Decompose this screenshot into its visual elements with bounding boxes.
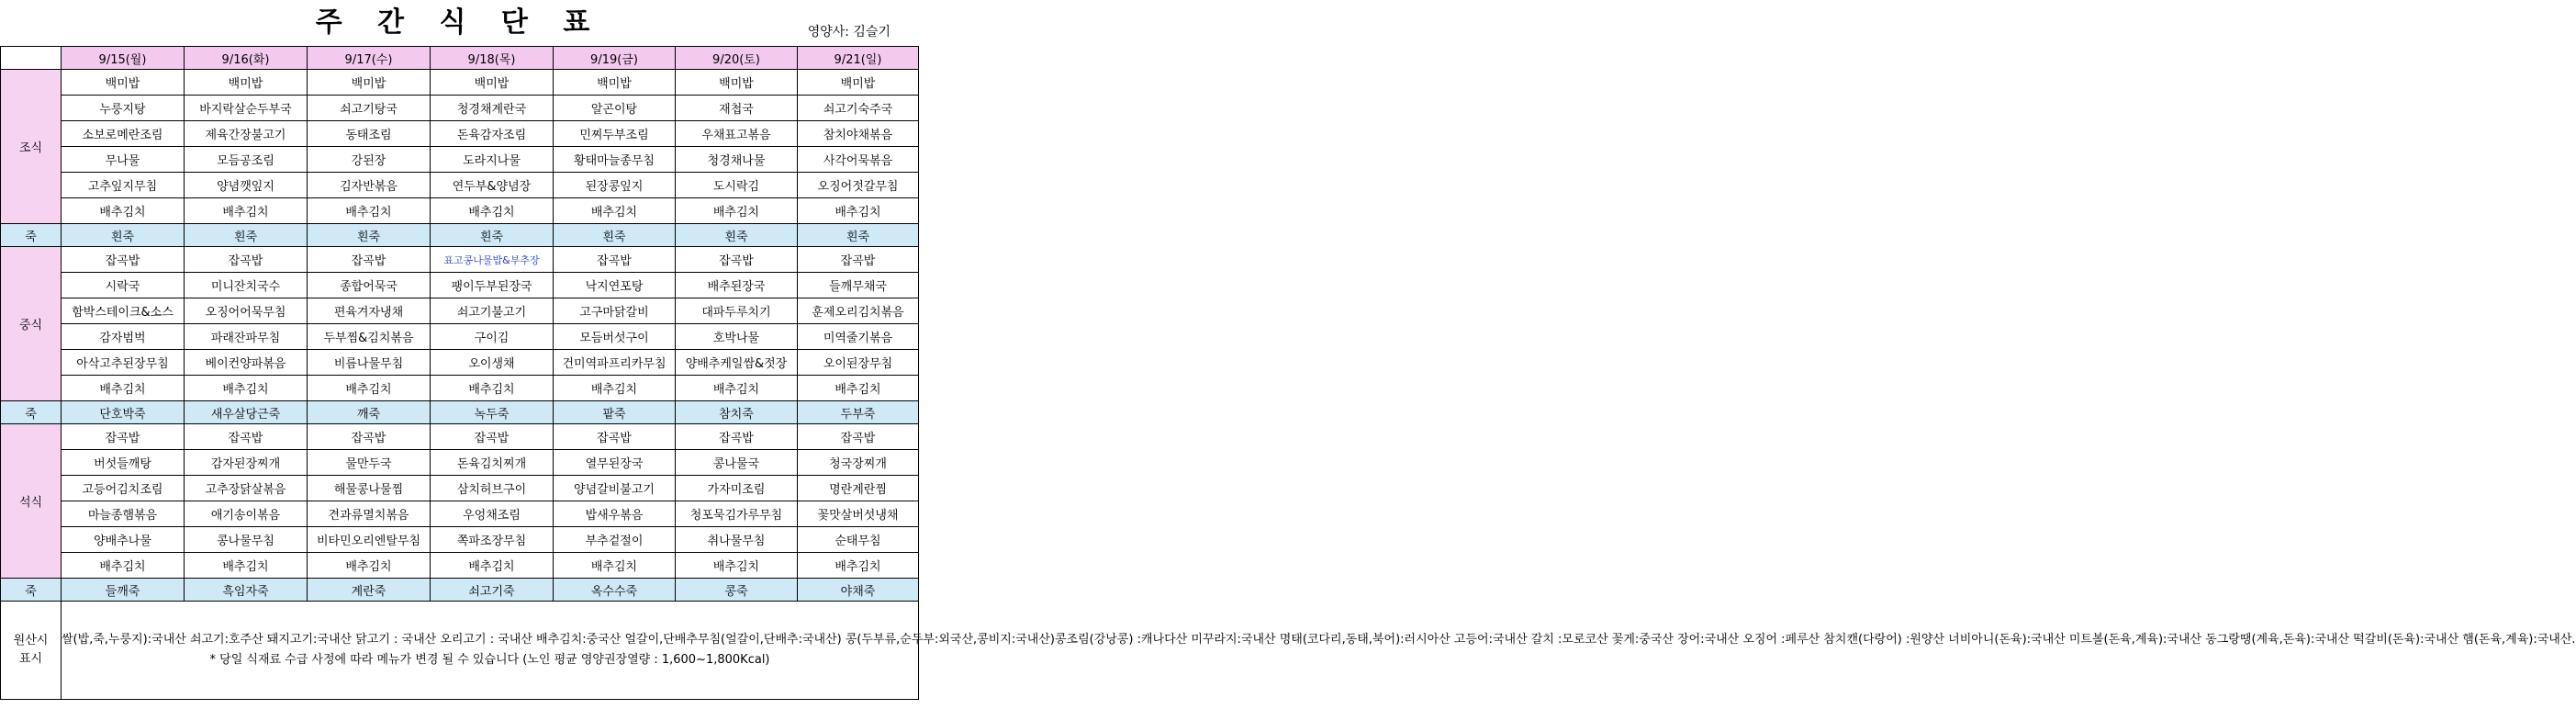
menu-item: 잡곡밥 bbox=[185, 424, 308, 450]
porridge-item: 흰죽 bbox=[431, 224, 554, 247]
menu-item: 잡곡밥 bbox=[798, 247, 919, 273]
menu-item: 소보로메란조림 bbox=[62, 121, 185, 147]
menu-item: 배추된장국 bbox=[676, 273, 798, 298]
menu-item: 우엉채조림 bbox=[431, 501, 554, 527]
menu-item: 민찌두부조림 bbox=[554, 121, 676, 147]
menu-item: 오이된장무침 bbox=[798, 350, 919, 376]
menu-item: 무나물 bbox=[62, 147, 185, 173]
menu-item: 감자된장찌개 bbox=[185, 450, 308, 476]
origin-text: 쌀(밥,죽,누룽지):국내산 쇠고기:호주산 돼지고기:국내산 닭고기 : 국내산 오리고기 : 국내산 배추김치:중국산 얼갈이,단배추무침(얼갈이,단배추:국내산) 콩(두부류,순두부:외국산,콩비지:국내산)콩조림(강낭콩) :캐나다산 미꾸라지:국내산 명태(코다리,동태,북어):러시아산 고등어:국내산 갈치 :모로코산 꽃게:중국산 장어:국내산 오징어 :페루산 참치캔(다랑어) :원양산 너비아니(돈육):국내산 미트볼(돈육,계육):국내산 동그랑땡(계육,돈육):국내산 떡갈비(돈육):국내산 햄(돈육,계육):국내산. bbox=[62, 633, 2576, 647]
menu-item: 백미밥 bbox=[308, 70, 431, 96]
porridge-item: 옥수수죽 bbox=[554, 579, 676, 602]
meal-row bbox=[1, 553, 919, 579]
meal-row bbox=[1, 121, 919, 147]
menu-item: 모듬버섯구이 bbox=[554, 324, 676, 350]
menu-item: 꽃맛살버섯냉채 bbox=[798, 501, 919, 527]
meal-row bbox=[1, 476, 919, 501]
menu-item: 잡곡밥 bbox=[308, 247, 431, 273]
porridge-item: 깨죽 bbox=[308, 401, 431, 424]
menu-item: 백미밥 bbox=[185, 70, 308, 96]
porridge-label: 죽 bbox=[1, 401, 62, 424]
menu-item: 백미밥 bbox=[798, 70, 919, 96]
menu-item: 우채표고볶음 bbox=[676, 121, 798, 147]
menu-item: 배추김치 bbox=[308, 553, 431, 579]
menu-item: 삼치허브구이 bbox=[431, 476, 554, 501]
menu-item: 배추김치 bbox=[676, 376, 798, 401]
meal-row bbox=[1, 273, 919, 298]
menu-item: 구이김 bbox=[431, 324, 554, 350]
date-header: 9/18(목) bbox=[431, 47, 554, 70]
porridge-item: 팥죽 bbox=[554, 401, 676, 424]
date-header-row bbox=[1, 47, 919, 70]
menu-item: 편육겨자냉채 bbox=[308, 298, 431, 324]
origin-row bbox=[1, 602, 919, 700]
menu-item: 잡곡밥 bbox=[185, 247, 308, 273]
meal-row bbox=[1, 376, 919, 401]
menu-item: 황태마늘종무침 bbox=[554, 147, 676, 173]
porridge-item: 들깨죽 bbox=[62, 579, 185, 602]
menu-item: 된장콩잎지 bbox=[554, 173, 676, 198]
menu-item: 고추잎지무침 bbox=[62, 173, 185, 198]
menu-item: 돈육김치찌개 bbox=[431, 450, 554, 476]
porridge-item: 콩죽 bbox=[676, 579, 798, 602]
origin-label-line2: 표시 bbox=[18, 652, 43, 666]
porridge-item: 흰죽 bbox=[62, 224, 185, 247]
menu-item: 재첩국 bbox=[676, 96, 798, 121]
menu-item: 취나물무침 bbox=[676, 527, 798, 553]
menu-item: 도라지나물 bbox=[431, 147, 554, 173]
meal-label: 석식 bbox=[1, 424, 62, 579]
menu-item: 훈제오리김치볶음 bbox=[798, 298, 919, 324]
porridge-item: 녹두죽 bbox=[431, 401, 554, 424]
porridge-item: 계란죽 bbox=[308, 579, 431, 602]
menu-item: 가자미조림 bbox=[676, 476, 798, 501]
menu-item: 배추김치 bbox=[676, 553, 798, 579]
meal-label: 중식 bbox=[1, 247, 62, 401]
menu-item: 파래잔파무침 bbox=[185, 324, 308, 350]
menu-item: 백미밥 bbox=[554, 70, 676, 96]
menu-item: 배추김치 bbox=[798, 553, 919, 579]
menu-item: 두부찜&김치볶음 bbox=[308, 324, 431, 350]
porridge-item: 흰죽 bbox=[676, 224, 798, 247]
date-header: 9/15(월) bbox=[62, 47, 185, 70]
porridge-item: 흑임자죽 bbox=[185, 579, 308, 602]
menu-item: 베이컨양파볶음 bbox=[185, 350, 308, 376]
menu-item: 잡곡밥 bbox=[308, 424, 431, 450]
porridge-item: 흰죽 bbox=[308, 224, 431, 247]
menu-item: 김자반볶음 bbox=[308, 173, 431, 198]
meal-row bbox=[1, 173, 919, 198]
menu-item: 청국장찌개 bbox=[798, 450, 919, 476]
menu-item: 배추김치 bbox=[554, 553, 676, 579]
porridge-row bbox=[1, 401, 919, 424]
menu-item: 비름나물무침 bbox=[308, 350, 431, 376]
menu-item: 열무된장국 bbox=[554, 450, 676, 476]
menu-item: 고등어김치조림 bbox=[62, 476, 185, 501]
porridge-item: 새우살당근죽 bbox=[185, 401, 308, 424]
menu-item: 오징어어묵무침 bbox=[185, 298, 308, 324]
menu-item: 낙지연포탕 bbox=[554, 273, 676, 298]
menu-item: 바지락살순두부국 bbox=[185, 96, 308, 121]
menu-item: 참치야채볶음 bbox=[798, 121, 919, 147]
meal-row bbox=[1, 424, 919, 450]
menu-item: 배추김치 bbox=[308, 198, 431, 224]
menu-item: 백미밥 bbox=[431, 70, 554, 96]
meal-row bbox=[1, 350, 919, 376]
menu-item: 배추김치 bbox=[798, 376, 919, 401]
porridge-row bbox=[1, 579, 919, 602]
porridge-label: 죽 bbox=[1, 579, 62, 602]
menu-item: 양배추케일쌈&젓장 bbox=[676, 350, 798, 376]
menu-item: 콩나물국 bbox=[676, 450, 798, 476]
menu-item: 견과류멸치볶음 bbox=[308, 501, 431, 527]
menu-item: 비타민오리엔탈무침 bbox=[308, 527, 431, 553]
menu-item: 잡곡밥 bbox=[554, 424, 676, 450]
menu-item: 오징어젓갈무침 bbox=[798, 173, 919, 198]
menu-item: 건미역파프리카무침 bbox=[554, 350, 676, 376]
menu-item: 배추김치 bbox=[431, 553, 554, 579]
menu-item: 아삭고추된장무침 bbox=[62, 350, 185, 376]
meal-row bbox=[1, 501, 919, 527]
menu-item: 양념갈비불고기 bbox=[554, 476, 676, 501]
menu-item: 해물콩나물찜 bbox=[308, 476, 431, 501]
menu-item: 배추김치 bbox=[62, 553, 185, 579]
menu-item: 쇠고기불고기 bbox=[431, 298, 554, 324]
menu-item: 애기송이볶음 bbox=[185, 501, 308, 527]
corner-cell bbox=[1, 47, 62, 70]
date-header: 9/17(수) bbox=[308, 47, 431, 70]
menu-item: 모듬공조림 bbox=[185, 147, 308, 173]
menu-item: 쇠고기숙주국 bbox=[798, 96, 919, 121]
menu-item: 배추김치 bbox=[62, 198, 185, 224]
menu-item: 돈육감자조림 bbox=[431, 121, 554, 147]
menu-item: 배추김치 bbox=[798, 198, 919, 224]
menu-item: 밥새우볶음 bbox=[554, 501, 676, 527]
porridge-row bbox=[1, 224, 919, 247]
menu-item: 명란계란찜 bbox=[798, 476, 919, 501]
menu-item: 순태무침 bbox=[798, 527, 919, 553]
porridge-item: 흰죽 bbox=[554, 224, 676, 247]
meal-row bbox=[1, 96, 919, 121]
menu-item: 물만두국 bbox=[308, 450, 431, 476]
menu-item: 청경채계란국 bbox=[431, 96, 554, 121]
menu-item: 배추김치 bbox=[676, 198, 798, 224]
porridge-item: 흰죽 bbox=[798, 224, 919, 247]
menu-item: 팽이두부된장국 bbox=[431, 273, 554, 298]
menu-item: 배추김치 bbox=[554, 376, 676, 401]
menu-item: 배추김치 bbox=[431, 198, 554, 224]
menu-item: 잡곡밥 bbox=[798, 424, 919, 450]
menu-item: 청포묵김가루무침 bbox=[676, 501, 798, 527]
menu-item: 고추장닭살볶음 bbox=[185, 476, 308, 501]
menu-item: 들깨무채국 bbox=[798, 273, 919, 298]
menu-item: 배추김치 bbox=[185, 376, 308, 401]
menu-item: 백미밥 bbox=[676, 70, 798, 96]
origin-label-line1: 원산시 bbox=[13, 634, 49, 647]
menu-item: 도시락김 bbox=[676, 173, 798, 198]
meal-row bbox=[1, 324, 919, 350]
menu-body bbox=[1, 70, 919, 602]
menu-item: 잡곡밥 bbox=[554, 247, 676, 273]
meal-row bbox=[1, 527, 919, 553]
menu-item: 동태조림 bbox=[308, 121, 431, 147]
menu-item: 마늘종햄볶음 bbox=[62, 501, 185, 527]
menu-item: 사각어묵볶음 bbox=[798, 147, 919, 173]
menu-item: 호박나물 bbox=[676, 324, 798, 350]
menu-change-note: * 당일 식재료 수급 사정에 따라 메뉴가 변경 될 수 있습니다 (노인 평균 영양권장열량 : 1,600~1,800Kcal) bbox=[209, 653, 770, 667]
menu-item: 잡곡밥 bbox=[676, 247, 798, 273]
menu-item: 배추김치 bbox=[308, 376, 431, 401]
porridge-label: 죽 bbox=[1, 224, 62, 247]
page-title: 주 간 식 단 표 bbox=[315, 6, 603, 39]
porridge-item: 두부죽 bbox=[798, 401, 919, 424]
menu-item: 종합어묵국 bbox=[308, 273, 431, 298]
meal-row bbox=[1, 70, 919, 96]
date-header: 9/16(화) bbox=[185, 47, 308, 70]
menu-item: 쪽파조장무침 bbox=[431, 527, 554, 553]
menu-item: 배추김치 bbox=[185, 198, 308, 224]
menu-item: 고구마닭갈비 bbox=[554, 298, 676, 324]
date-header: 9/20(토) bbox=[676, 47, 798, 70]
porridge-item: 단호박죽 bbox=[62, 401, 185, 424]
menu-item: 양념깻잎지 bbox=[185, 173, 308, 198]
meal-row bbox=[1, 247, 919, 273]
nutritionist-name: 영양사: 김슬기 bbox=[807, 25, 890, 39]
menu-table bbox=[0, 46, 2576, 700]
menu-item: 감자범벅 bbox=[62, 324, 185, 350]
menu-item: 부추겉절이 bbox=[554, 527, 676, 553]
menu-item: 시락국 bbox=[62, 273, 185, 298]
menu-item: 배추김치 bbox=[185, 553, 308, 579]
menu-item: 버섯들깨탕 bbox=[62, 450, 185, 476]
date-header: 9/21(일) bbox=[798, 47, 919, 70]
menu-item: 배추김치 bbox=[554, 198, 676, 224]
porridge-item: 흰죽 bbox=[185, 224, 308, 247]
menu-item: 미니잔치국수 bbox=[185, 273, 308, 298]
menu-item: 양배추나물 bbox=[62, 527, 185, 553]
porridge-item: 쇠고기죽 bbox=[431, 579, 554, 602]
menu-item: 잡곡밥 bbox=[62, 424, 185, 450]
menu-item: 백미밥 bbox=[62, 70, 185, 96]
meal-row bbox=[1, 198, 919, 224]
menu-item: 강된장 bbox=[308, 147, 431, 173]
meal-label: 조식 bbox=[1, 70, 62, 224]
meal-row bbox=[1, 298, 919, 324]
porridge-item: 참치죽 bbox=[676, 401, 798, 424]
menu-item: 미역줄기볶음 bbox=[798, 324, 919, 350]
menu-item: 잡곡밥 bbox=[431, 424, 554, 450]
meal-row bbox=[1, 450, 919, 476]
menu-item: 함박스테이크&소스 bbox=[62, 298, 185, 324]
menu-item: 알곤이탕 bbox=[554, 96, 676, 121]
date-header: 9/19(금) bbox=[554, 47, 676, 70]
porridge-item: 야채죽 bbox=[798, 579, 919, 602]
menu-item: 대파두루치기 bbox=[676, 298, 798, 324]
meal-row bbox=[1, 147, 919, 173]
menu-item: 콩나물무침 bbox=[185, 527, 308, 553]
menu-item: 배추김치 bbox=[431, 376, 554, 401]
menu-item: 표고콩나물밥&부추장 bbox=[431, 247, 554, 273]
menu-item: 연두부&양념장 bbox=[431, 173, 554, 198]
menu-item: 잡곡밥 bbox=[676, 424, 798, 450]
menu-item: 누룽지탕 bbox=[62, 96, 185, 121]
menu-item: 오이생채 bbox=[431, 350, 554, 376]
menu-item: 청경채나물 bbox=[676, 147, 798, 173]
menu-item: 쇠고기탕국 bbox=[308, 96, 431, 121]
menu-item: 배추김치 bbox=[62, 376, 185, 401]
menu-item: 잡곡밥 bbox=[62, 247, 185, 273]
origin-info bbox=[62, 602, 2576, 700]
origin-label bbox=[1, 602, 62, 700]
menu-item: 제육간장불고기 bbox=[185, 121, 308, 147]
